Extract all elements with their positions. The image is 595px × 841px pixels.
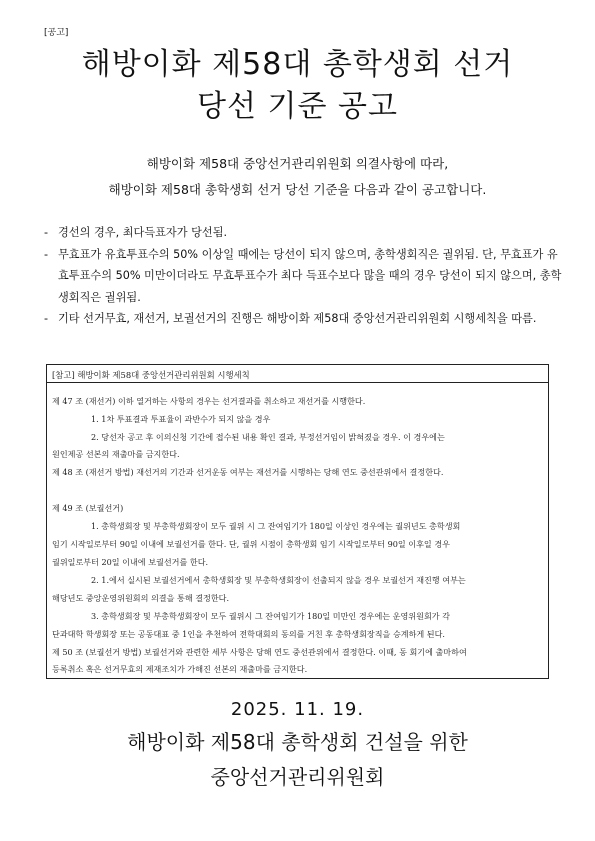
reference-line: 제 49 조 (보궐선거) bbox=[52, 503, 124, 513]
reference-line: 궐위일로부터 20일 이내에 보궐선거를 한다. bbox=[52, 557, 209, 567]
reference-box bbox=[46, 364, 549, 679]
reference-line: 제 48 조 (재선거 방법) 재선거의 기간과 선거운동 여부는 재선거를 시행하는 당해 연도 중선관위에서 결정한다. bbox=[52, 467, 444, 477]
reference-line: 1. 1차 투표결과 투표율이 과반수가 되지 않을 경우 bbox=[91, 414, 271, 424]
notice-title-line1: 해방이화 제58대 총학생회 선거 bbox=[81, 47, 514, 82]
criteria-item-2: - 무효표가 유효투표수의 50% 이상일 때에는 당선이 되지 않으며, 총학생회직은 궐위됨. 단, 무효표가 유효투표수의 50% 미만이더라도 무효투표수가 최다 득표수보다 많을 때의 경우 당선이 되지 않으며, 총학생회직은 궐위됨. bbox=[44, 244, 564, 309]
issuer-line1: 해방이화 제58대 총학생회 건설을 위한 bbox=[127, 730, 468, 754]
intro-line1: 해방이화 제58대 중앙선거관리위원회 의결사항에 따라, bbox=[146, 156, 449, 171]
issuer-line2: 중앙선거관리위원회 bbox=[210, 765, 385, 789]
reference-line: 원인제공 선본의 재출마를 금지한다. bbox=[52, 449, 180, 459]
reference-line: 제 50 조 (보궐선거 방법) 보궐선거와 관련한 세부 사항은 당해 연도 중선관위에서 결정한다. 이때, 동 회기에 출마하여 bbox=[52, 647, 467, 657]
notice-title-line2: 당선 기준 공고 bbox=[197, 89, 398, 124]
reference-line: 3. 총학생회장 및 부총학생회장이 모두 궐위시 그 잔여임기가 180일 미만인 경우에는 운영위원회가 각 bbox=[91, 611, 450, 621]
notice-tag: [공고] bbox=[44, 28, 69, 38]
reference-line: 1. 총학생회장 및 부총학생회장이 모두 궐위 시 그 잔여임기가 180일 이상인 경우에는 궐위년도 총학생회 bbox=[91, 521, 461, 531]
criteria-list bbox=[44, 222, 564, 330]
reference-header: [참고] 해방이화 제58대 중앙선거관리위원회 시행세칙 bbox=[47, 365, 548, 383]
intro-line2: 해방이화 제58대 총학생회 선거 당선 기준을 다음과 같이 공고합니다. bbox=[108, 182, 487, 197]
reference-line: 해당년도 중앙운영위원회의 의결을 통해 결정한다. bbox=[52, 593, 230, 603]
reference-line: 등록취소 혹은 선거무효의 제재조치가 가해진 선본의 재출마를 금지한다. bbox=[52, 664, 308, 674]
reference-line: 임기 시작일로부터 90일 이내에 보궐선거를 한다. 단, 궐위 시점이 총학생회 임기 시작일로부터 90일 이후일 경우 bbox=[52, 539, 450, 549]
criteria-item-3: - 기타 선거무효, 재선거, 보궐선거의 진행은 해방이화 제58대 중앙선거관리위원회 시행세칙을 따름. bbox=[44, 308, 564, 330]
criteria-item-1: - 경선의 경우, 최다득표자가 당선됨. bbox=[44, 222, 564, 244]
reference-line: 2. 1.에서 실시된 보궐선거에서 총학생회장 및 부총학생회장이 선출되지 않을 경우 보궐선거 재진행 여부는 bbox=[91, 575, 466, 585]
reference-line: 제 47 조 (재선거) 이하 열거하는 사항의 경우는 선거결과를 취소하고 재선거를 시행한다. bbox=[52, 396, 366, 406]
reference-line: 2. 당선자 공고 후 이의신청 기간에 접수된 내용 확인 결과, 부정선거임이 밝혀졌을 경우. 이 경우에는 bbox=[91, 432, 445, 442]
reference-line: 단과대학 학생회장 또는 공동대표 중 1인을 추천하여 전학대회의 동의를 거친 후 총학생회장직을 승계하게 된다. bbox=[52, 629, 446, 639]
notice-date: 2025. 11. 19. bbox=[230, 699, 365, 720]
